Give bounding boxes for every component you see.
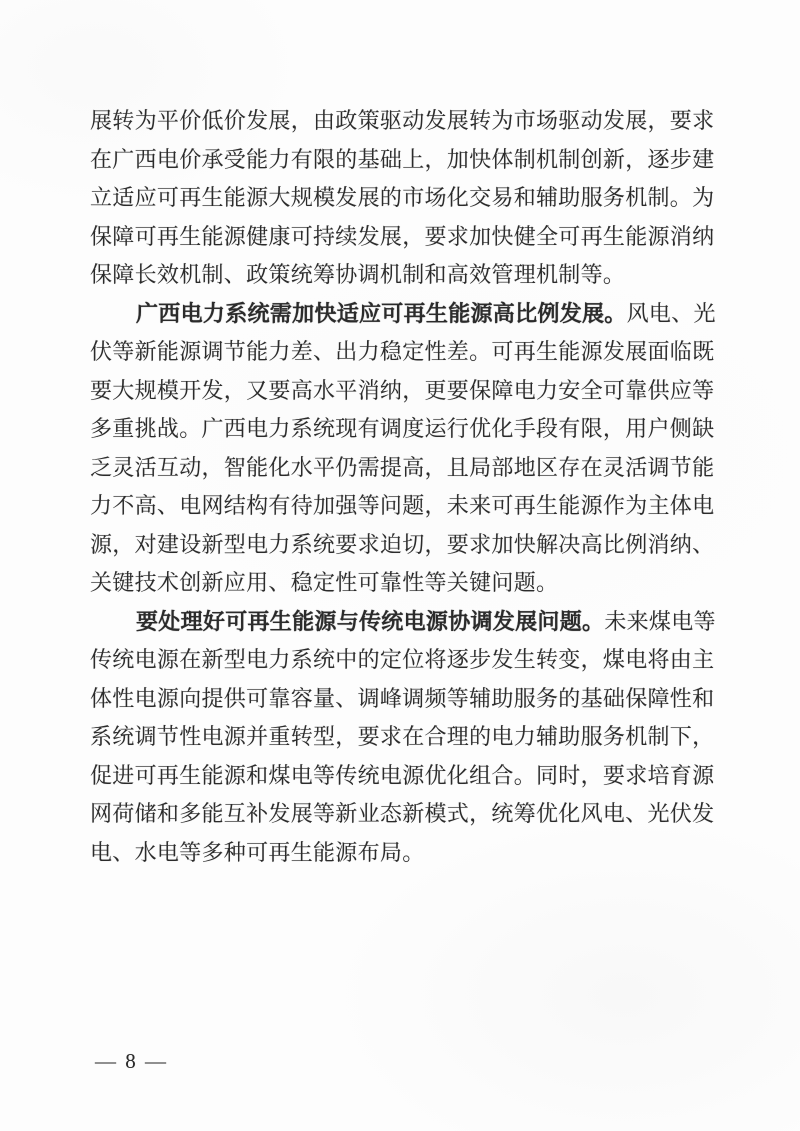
text-line xyxy=(90,603,716,642)
text-line: 系统调节性电源并重转型，要求在合理的电力辅助服务机制下， xyxy=(90,724,715,749)
text-line: 促进可再生能源和煤电等传统电源优化组合。同时，要求培育源 xyxy=(90,762,715,788)
page-number: — 8 — xyxy=(95,1049,168,1073)
text-line: 多重挑战。广西电力系统现有调度运行优化手段有限，用户侧缺 xyxy=(90,416,715,441)
text-line: 立适应可再生能源大规模发展的市场化交易和辅助服务机制。为 xyxy=(90,185,715,210)
text-line: 电、水电等多种可再生能源布局。 xyxy=(90,839,425,865)
text-line: 保障可再生能源健康可持续发展，要求加快健全可再生能源消纳 xyxy=(90,223,715,249)
text-line: 源，对建设新型电力系统要求迫切，要求加快解决高比例消纳、 xyxy=(90,531,715,557)
text-line: 要大规模开发，又要高水平消纳，更要保障电力安全可靠供应等 xyxy=(90,377,715,403)
text-line: 网荷储和多能互补发展等新业态新模式，统筹优化风电、光伏发 xyxy=(90,801,715,826)
text-line: 传统电源在新型电力系统中的定位将逐步发生转变，煤电将由主 xyxy=(90,647,715,672)
text-line xyxy=(90,295,716,334)
text-line: 展转为平价低价发展，由政策驱动发展转为市场驱动发展，要求 xyxy=(90,108,715,133)
paragraph-lead-rest: 未来煤电等 xyxy=(604,608,716,634)
text-line: 体性电源向提供可靠容量、调峰调频等辅助服务的基础保障性和 xyxy=(90,685,715,711)
text-line: 力不高、电网结构有待加强等问题，未来可再生能源作为主体电 xyxy=(90,493,715,518)
document-text-block xyxy=(90,102,716,872)
text-line: 保障长效机制、政策统筹协调机制和高效管理机制等。 xyxy=(90,262,626,287)
paragraph-lead-rest: 风电、光 xyxy=(626,300,716,326)
text-line: 伏等新能源调节能力差、出力稳定性差。可再生能源发展面临既 xyxy=(90,339,715,364)
text-line: 关键技术创新应用、稳定性可靠性等关键问题。 xyxy=(90,570,559,595)
text-line: 乏灵活互动，智能化水平仍需提高，且局部地区存在灵活调节能 xyxy=(90,454,715,480)
text-line: 在广西电价承受能力有限的基础上，加快体制机制创新，逐步建 xyxy=(90,146,715,172)
paragraph-lead-bold: 要处理好可再生能源与传统电源协调发展问题。 xyxy=(136,608,605,634)
paragraph-lead-bold: 广西电力系统需加快适应可再生能源高比例发展。 xyxy=(136,300,627,326)
